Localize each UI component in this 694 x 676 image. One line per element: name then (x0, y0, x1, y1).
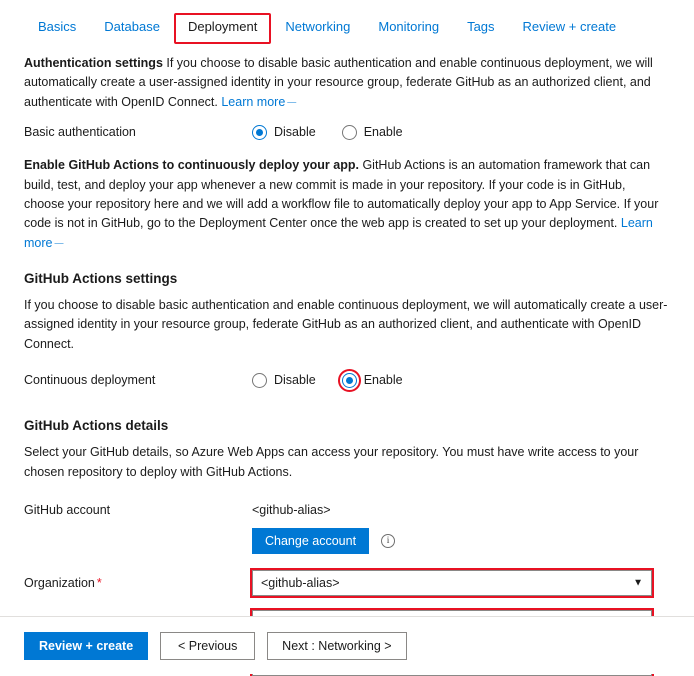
github-account-label: GitHub account (24, 502, 111, 517)
external-link-icon: ⎼ (54, 235, 64, 246)
basic-authentication-label: Basic authentication (24, 125, 136, 140)
next-networking-button[interactable]: Next : Networking > (267, 632, 406, 660)
github-actions-settings-heading: GitHub Actions settings (24, 271, 178, 286)
radio-label: Disable (274, 373, 316, 388)
github-account-value: <github-alias> (252, 502, 331, 517)
change-account-button[interactable]: Change account (252, 528, 369, 554)
github-account-row (24, 498, 670, 522)
authentication-settings-description: If you choose to disable basic authentication and enable continuous deployment, we will automatically create a user-assigned identity in your resource group, federate GitHub as an authorized client, and authenticate with OpenID Connect. (24, 56, 653, 109)
change-account-row (24, 528, 670, 554)
github-actions-intro-paragraph (24, 156, 669, 253)
github-actions-details-heading: GitHub Actions details (24, 418, 169, 434)
github-actions-details-description: Select your GitHub details, so Azure Web Apps can access your repository. You must have write access to your chosen repository to deploy with GitHub Actions. (24, 445, 639, 479)
organization-row (24, 570, 670, 596)
continuous-deployment-radio-group (252, 373, 403, 388)
continuous-deployment-row (24, 368, 670, 392)
radio-label: Disable (274, 125, 316, 140)
authentication-settings-paragraph (24, 54, 669, 112)
required-asterisk: * (96, 575, 102, 590)
review-create-button[interactable]: Review + create (24, 632, 148, 660)
basic-auth-disable-radio[interactable] (252, 125, 316, 140)
radio-label: Enable (363, 373, 403, 388)
tab-deployment[interactable] (174, 13, 271, 44)
organization-label-text: Organization (24, 575, 95, 590)
wizard-tabstrip (0, 0, 694, 44)
continuous-deployment-disable-radio[interactable] (252, 373, 316, 388)
github-actions-intro-heading: Enable GitHub Actions to continuously deploy your app. (24, 158, 359, 173)
tab-monitoring[interactable] (364, 13, 453, 44)
auth-learn-more-link[interactable]: Learn more (221, 94, 286, 109)
basic-authentication-radio-group (252, 125, 403, 140)
tab-basics[interactable] (24, 13, 90, 44)
info-icon[interactable]: i (381, 534, 395, 548)
tab-label: Tags (467, 19, 495, 34)
tab-label: Networking (285, 19, 351, 34)
tab-label: Database (104, 19, 160, 34)
github-actions-settings-description: If you choose to disable basic authentication and enable continuous deployment, we will automatically create a user-assigned identity in your resource group, federate GitHub as an authorized client, and authenticate with OpenID Connect. (24, 298, 668, 351)
tab-networking[interactable] (271, 13, 364, 44)
tab-label: Review + create (522, 19, 617, 34)
external-link-icon: ⎼ (287, 94, 297, 105)
tab-label: Deployment (187, 19, 258, 34)
actions-learn-more-link[interactable]: Learn more (24, 216, 653, 250)
basic-authentication-row (24, 120, 670, 144)
deployment-tab-content (0, 44, 694, 676)
authentication-settings-heading: Authentication settings (24, 56, 163, 70)
radio-indicator (342, 125, 357, 140)
radio-label: Enable (363, 125, 403, 140)
organization-select[interactable] (252, 570, 652, 596)
tab-review-create[interactable] (509, 13, 631, 44)
previous-button[interactable]: < Previous (160, 632, 255, 660)
continuous-deployment-enable-radio[interactable] (342, 373, 403, 388)
tab-label: Basics (38, 19, 77, 34)
github-actions-intro-description: GitHub Actions is an automation framework that can build, test, and deploy your app whenever a new commit is made in your repository. If your code is in GitHub, choose your repository here and we will add a workflow file to automatically deploy your app to App Service. If your code is not in GitHub, go to the Deployment Center once the web app is created to set up your deployment. (24, 158, 659, 231)
chevron-down-icon: ▼ (633, 577, 643, 589)
radio-indicator-checked (342, 373, 357, 388)
basic-auth-enable-radio[interactable] (342, 125, 403, 140)
tab-label: Monitoring (378, 19, 440, 34)
organization-select-wrap (252, 570, 652, 596)
radio-indicator-checked (252, 125, 267, 140)
wizard-footer (0, 616, 694, 674)
radio-indicator (252, 373, 267, 388)
tab-database[interactable] (90, 13, 174, 44)
organization-label (24, 576, 252, 590)
organization-selected-value: <github-alias> (261, 575, 340, 590)
radio-highlight-ring (342, 373, 357, 388)
tab-tags[interactable] (453, 13, 508, 44)
continuous-deployment-label: Continuous deployment (24, 373, 156, 388)
